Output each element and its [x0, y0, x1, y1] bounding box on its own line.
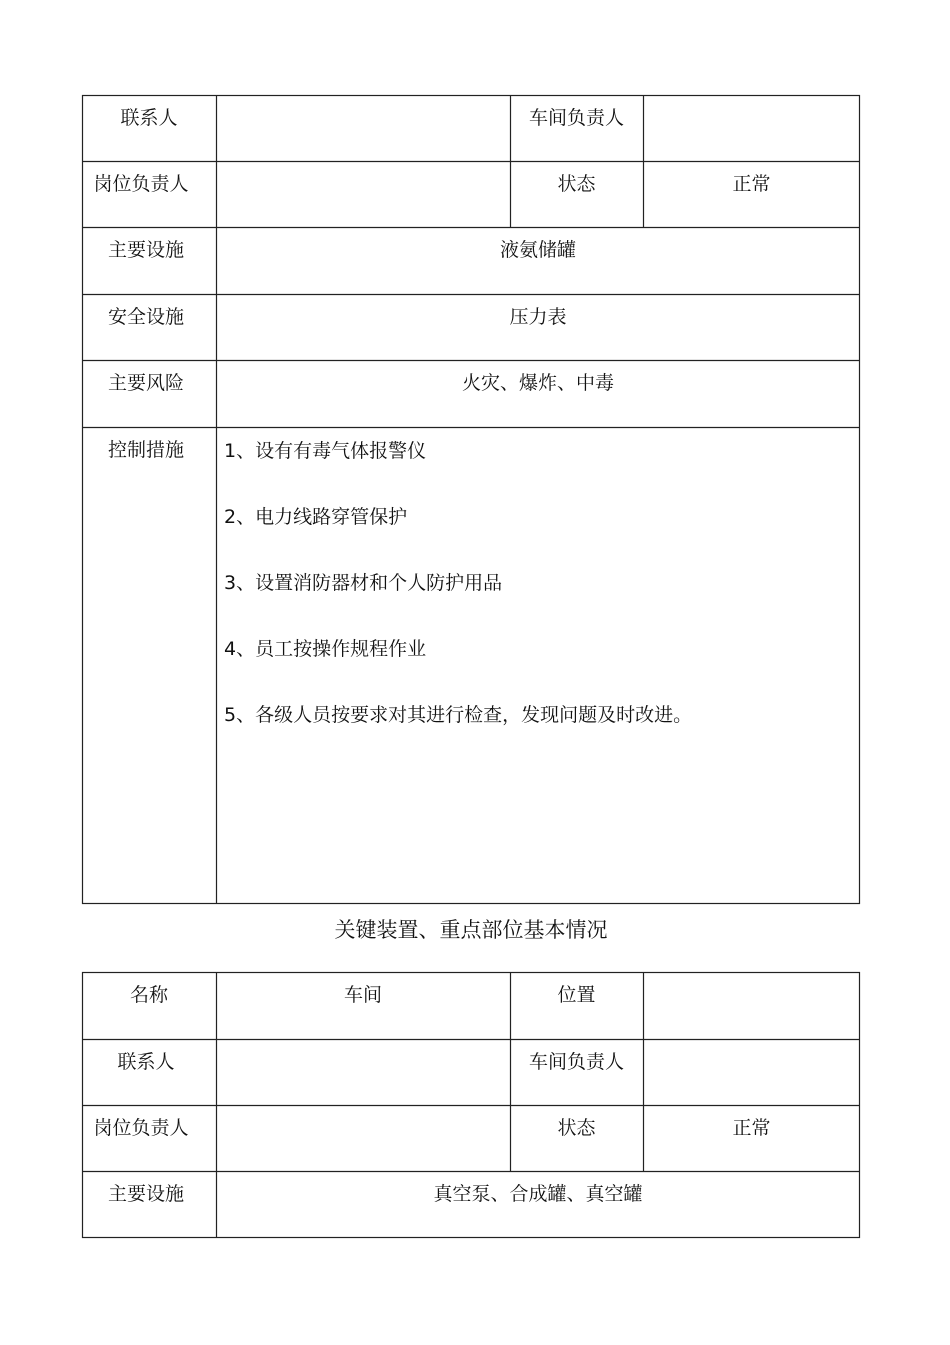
status-value: 正常	[732, 1117, 771, 1139]
main-risk-label: 主要风险	[107, 372, 184, 394]
contact-label: 联系人	[120, 107, 178, 129]
workshop-head-label: 车间负责人	[528, 107, 624, 129]
control-measures-list	[224, 438, 692, 768]
main-facility-value: 液氨储罐	[499, 239, 576, 261]
post-head-value	[216, 161, 510, 227]
list-item: 2、电力线路穿管保护	[224, 506, 408, 528]
main-facility-label: 主要设施	[107, 1183, 184, 1205]
workshop-head-value	[643, 1039, 860, 1105]
list-item: 5、各级人员按要求对其进行检查，发现问题及时改进。	[224, 704, 693, 726]
workshop-head-label: 车间负责人	[528, 1051, 624, 1073]
safety-facility-value: 压力表	[509, 306, 567, 328]
main-risk-value: 火灾、爆炸、中毒	[461, 372, 614, 394]
main-facility-label: 主要设施	[107, 239, 184, 261]
safety-facility-label: 安全设施	[107, 306, 184, 328]
workshop-head-value	[643, 95, 860, 161]
status-value: 正常	[732, 173, 771, 195]
section-title: 关键装置、重点部位基本情况	[334, 918, 608, 942]
post-head-value	[216, 1105, 510, 1171]
status-label: 状态	[557, 173, 596, 195]
location-label: 位置	[557, 984, 596, 1006]
control-measures-label: 控制措施	[107, 439, 184, 461]
list-item: 4、员工按操作规程作业	[224, 638, 427, 660]
main-facility-value: 真空泵、合成罐、真空罐	[433, 1183, 643, 1205]
post-head-label: 岗位负责人	[93, 173, 189, 195]
contact-value	[216, 1039, 510, 1105]
list-item: 1、设有有毒气体报警仪	[224, 440, 427, 462]
location-value	[643, 972, 860, 1039]
post-head-label: 岗位负责人	[93, 1117, 189, 1139]
list-item: 3、设置消防器材和个人防护用品	[224, 572, 503, 594]
contact-value	[216, 95, 510, 161]
status-label: 状态	[557, 1117, 596, 1139]
name-value: 车间	[343, 984, 382, 1006]
contact-label: 联系人	[117, 1051, 175, 1073]
name-label: 名称	[129, 984, 168, 1006]
